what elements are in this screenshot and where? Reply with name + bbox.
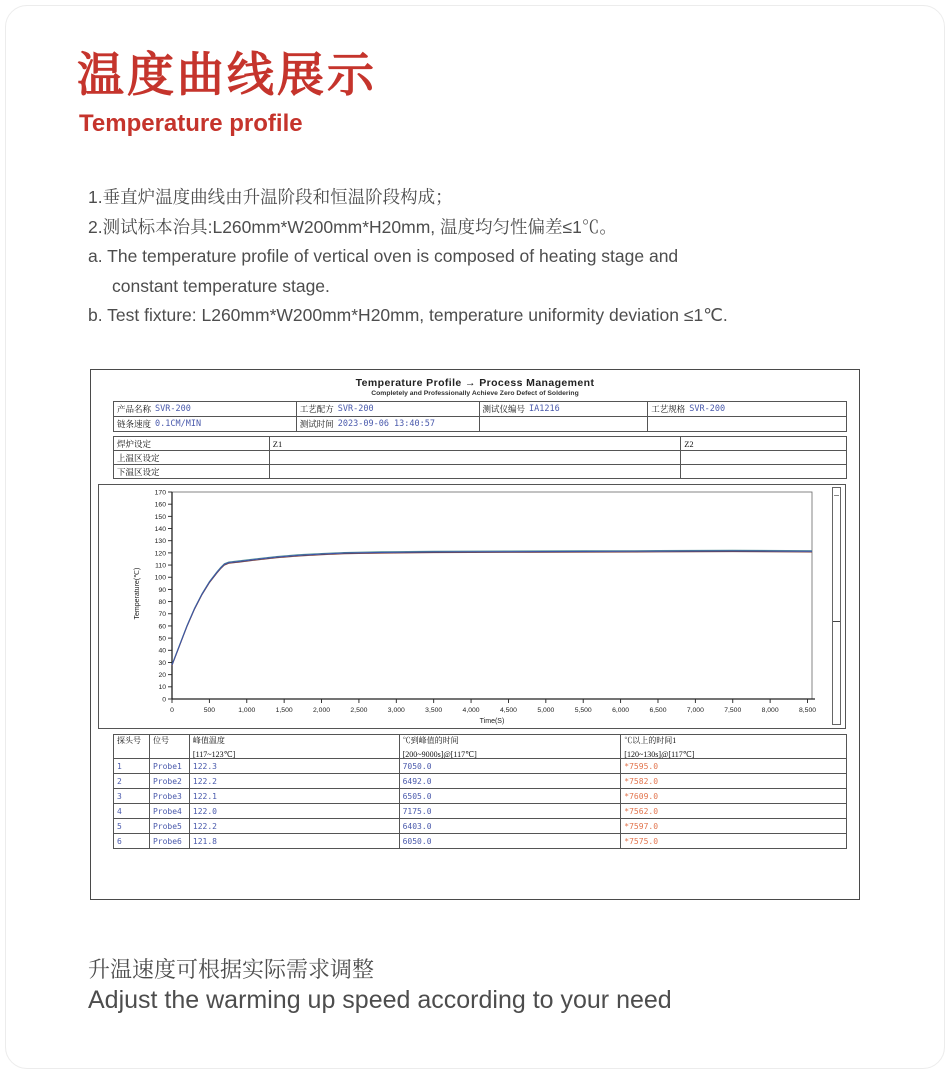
probe-header-row [114,735,847,759]
x-tick-label: 500 [203,707,216,714]
x-axis-title: Time(S) [479,718,505,725]
y-tick-label: 80 [158,598,166,606]
probe-row [114,774,847,789]
probe-value: *7609.0 [624,791,659,801]
temperature-profile-chart [99,485,845,728]
temperature-curve [172,550,812,664]
zone-cell [114,451,270,465]
probe-row [114,789,847,804]
probe-value: *7562.0 [624,806,659,816]
probe-value: 1 [117,761,122,771]
info-label: 测试仪编号 [482,404,526,414]
y-tick-label: 160 [154,501,166,509]
x-tick-label: 1,000 [238,707,256,714]
intro-text-block [88,183,728,331]
intro-line: constant temperature stage. [112,275,330,296]
y-tick-label: 60 [158,623,166,631]
x-tick-label: 2,500 [350,707,368,714]
probe-cell [190,759,400,774]
y-tick-label: 10 [158,684,166,692]
probe-value: *7582.0 [624,776,659,786]
oven-zone-setting-table [113,436,847,479]
probe-cell [621,789,847,804]
probe-cell [114,804,150,819]
x-tick-label: 3,000 [387,707,405,714]
x-tick-label: 0 [170,707,174,714]
probe-value: 7175.0 [402,806,432,816]
probe-header-line1: 位号 [152,736,169,745]
probe-cell [114,834,150,849]
y-tick-label: 0 [162,696,166,704]
y-tick-label: 70 [158,611,166,619]
probe-header-cell [190,735,400,759]
zone-table-row [114,437,847,451]
probe-header-line1: ℃到峰值的时间 [402,736,459,745]
temperature-report-card [90,369,860,900]
probe-row [114,759,847,774]
intro-line: a. The temperature profile of vertical oven is composed of heating stage and [88,246,679,266]
probe-value: 6 [117,836,122,846]
info-label: 测试时间 [299,419,334,429]
info-table-row [114,417,847,432]
info-value: SVR-200 [155,404,191,414]
probe-value: *7575.0 [624,836,659,846]
probe-header-line1: ℃以上的时间1 [624,736,677,745]
page-subtitle: Temperature profile [79,110,303,137]
scrollbar-thumb-divider [833,621,840,622]
probe-header-line1: 探头号 [117,736,141,745]
product-info-table [113,401,847,432]
probe-cell [114,774,150,789]
footer-text-en: Adjust the warming up speed according to your need [88,986,672,1014]
probe-value: Probe6 [152,836,182,846]
probe-value: 121.8 [192,836,217,846]
y-tick-label: 50 [158,635,166,643]
x-tick-label: 4,000 [462,707,480,714]
probe-cell [114,759,150,774]
x-tick-label: 8,000 [761,707,779,714]
plot-border [172,492,812,699]
info-label: 产品名称 [117,404,152,414]
probe-value: 122.2 [192,821,217,831]
info-cell [297,402,480,417]
info-cell [648,402,847,417]
zone-cell-text: 下温区设定 [117,466,160,477]
zone-cell [681,437,847,451]
info-cell [114,402,297,417]
zone-cell [270,451,681,465]
probe-value: Probe2 [152,776,182,786]
y-tick-label: 130 [154,538,166,546]
page-title: 温度曲线展示 [77,48,377,103]
report-subtitle: Completely and Professionally Achieve Zero Defect of Soldering [371,390,579,397]
probe-value: 2 [117,776,122,786]
zone-cell-text: 焊炉设定 [117,438,152,449]
probe-value: *7597.0 [624,821,659,831]
temperature-curve [172,551,812,665]
probe-header-cell [621,735,847,759]
probe-cell [190,834,400,849]
probe-results-table [113,734,847,849]
probe-value: Probe5 [152,821,182,831]
x-tick-label: 5,500 [574,707,592,714]
zone-cell [114,465,270,479]
probe-value: 5 [117,821,122,831]
zone-cell [681,465,847,479]
y-tick-label: 30 [158,659,166,667]
probe-header-line2: [120~130s]@[117℃] [624,750,695,759]
probe-cell [114,819,150,834]
probe-cell [621,834,847,849]
probe-header-line2: [117~123℃] [192,750,236,759]
probe-value: Probe4 [152,806,182,816]
x-tick-label: 6,000 [612,707,630,714]
probe-cell [621,804,847,819]
info-table-row [114,402,847,417]
y-tick-label: 150 [154,513,166,521]
intro-line: b. Test fixture: L260mm*W200mm*H20mm, temperature uniformity deviation ≤1℃. [88,305,728,325]
chart-vertical-scrollbar[interactable] [832,487,841,725]
probe-value: 4 [117,806,122,816]
y-axis-ticks [155,489,172,703]
probe-cell [400,834,622,849]
probe-cell [150,759,190,774]
info-cell [480,402,649,417]
x-tick-label: 7,500 [724,707,742,714]
probe-cell [621,759,847,774]
probe-cell [621,819,847,834]
info-label: 工艺配方 [299,404,334,414]
probe-header-cell [400,735,622,759]
probe-value: 6050.0 [402,836,432,846]
temperature-curve [172,552,812,666]
y-tick-label: 120 [154,550,166,558]
probe-header-line2: [200~9000s]@[117℃] [402,750,477,759]
report-title: Temperature Profile → Process Management [355,377,595,389]
probe-row [114,834,847,849]
info-value: SVR-200 [689,404,726,414]
info-value: 2023-09-06 13:40:57 [337,419,435,429]
x-tick-label: 6,500 [649,707,667,714]
scrollbar-top-mark [834,495,839,496]
zone-cell-text: Z2 [684,438,694,449]
probe-value: Probe1 [152,761,182,771]
probe-cell [150,834,190,849]
info-cell [297,417,480,432]
probe-cell [150,819,190,834]
zone-cell [681,451,847,465]
probe-value: 6492.0 [402,776,432,786]
probe-cell [190,789,400,804]
probe-cell [400,789,622,804]
probe-header-cell [114,735,150,759]
probe-value: 122.0 [192,806,217,816]
probe-value: *7595.0 [624,761,659,771]
probe-value: 3 [117,791,122,801]
probe-value: 122.1 [192,791,217,801]
probe-cell [400,819,622,834]
zone-cell-text: 上温区设定 [117,452,160,463]
probe-row [114,819,847,834]
footer-text-zh: 升温速度可根据实际需求调整 [88,957,375,982]
y-tick-label: 100 [154,574,166,582]
probe-value: 122.3 [192,761,217,771]
info-value: SVR-200 [337,404,374,414]
probe-cell [150,774,190,789]
probe-cell [190,774,400,789]
x-tick-label: 5,000 [537,707,555,714]
zone-cell [270,437,681,451]
probe-value: 6505.0 [402,791,432,801]
info-value: IA1216 [529,404,560,414]
y-tick-label: 170 [154,489,166,497]
probe-value: 122.2 [192,776,217,786]
intro-line: 1.垂直炉温度曲线由升温阶段和恒温阶段构成； [88,187,453,207]
probe-cell [400,774,622,789]
info-cell [114,417,297,432]
zone-table-row [114,451,847,465]
probe-cell [150,789,190,804]
probe-value: 7050.0 [402,761,432,771]
y-tick-label: 20 [158,672,166,680]
info-value: 0.1CM/MIN [155,419,202,429]
x-axis-ticks [170,699,816,714]
probe-cell [621,774,847,789]
x-tick-label: 2,000 [313,707,331,714]
probe-cell [190,804,400,819]
x-tick-label: 3,500 [425,707,443,714]
x-tick-label: 8,500 [799,707,817,714]
probe-value: 6403.0 [402,821,432,831]
probe-cell [190,819,400,834]
info-cell [480,417,649,432]
y-tick-label: 90 [158,586,166,594]
zone-cell [270,465,681,479]
probe-header-line1: 峰值温度 [192,736,225,745]
x-tick-label: 7,000 [686,707,704,714]
y-tick-label: 110 [155,562,166,570]
zone-cell-text: Z1 [272,438,283,449]
y-axis-title: Temperature(℃) [134,567,141,620]
info-label: 工艺规格 [651,404,686,414]
chart-box [98,484,846,729]
probe-value: Probe3 [152,791,182,801]
probe-header-cell [150,735,190,759]
x-tick-label: 1,500 [275,707,293,714]
x-tick-label: 4,500 [499,707,517,714]
zone-table-row [114,465,847,479]
y-tick-label: 40 [158,647,166,655]
probe-cell [400,804,622,819]
zone-cell [114,437,270,451]
intro-line: 2.测试标本治具:L260mm*W200mm*H20mm, 温度均匀性偏差≤1℃。 [88,216,617,237]
probe-cell [400,759,622,774]
y-tick-label: 140 [154,525,166,533]
probe-cell [114,789,150,804]
probe-row [114,804,847,819]
info-cell [648,417,847,432]
probe-cell [150,804,190,819]
info-label: 链条速度 [117,419,152,429]
